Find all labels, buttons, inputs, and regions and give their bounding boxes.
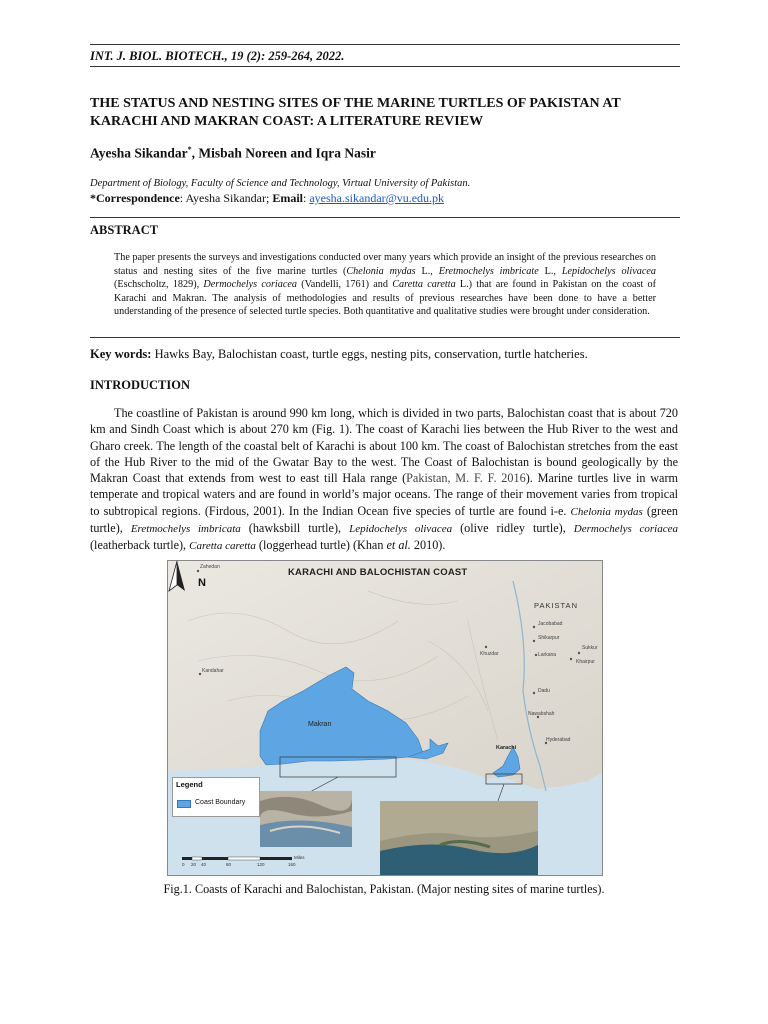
region-label-karachi: Karachi [496,745,517,751]
email-link[interactable]: ayesha.sikandar@vu.edu.pk [309,191,445,205]
abstract-text: The paper presents the surveys and investigations conducted over many years which provide an insight of the previous researches on status and nesting sites of the five marine turtles (Chelonia mydas L., Eretmochelys imbricate L., Lepidochelys olivacea (Eschscholtz, 1829), Dermochelys coriacea (Vandelli, 1761) and Caretta caretta L.) that are found in Pakistan on the coast of Karachi and Makran. The analysis of methodologies and results of previous researches have been done to have a better understanding of the presence of selected turtle species. Both quantitative and qualitative studies were brought under consideration. [114,252,656,318]
header-rule-bottom [90,66,680,67]
karachi-callout-line [498,784,504,801]
city-label: Larkana [538,652,557,658]
keywords [90,347,588,362]
paper-title: THE STATUS AND NESTING SITES OF THE MARINE TURTLES OF PAKISTAN AT KARACHI AND MAKRAN COAST: A LITERATURE REVIEW [90,96,621,129]
city-label: Shikarpur [538,635,560,641]
author-rest: , Misbah Noreen and Iqra Nasir [191,145,376,161]
city-label: Dadu [538,688,550,694]
city-label: Jacobabad [538,621,563,627]
map-legend [172,777,260,817]
legend-item-label: Coast Boundary [195,799,246,806]
correspondence-label: *Correspondence [90,191,180,205]
corresponding-mark: * [187,145,192,154]
inset-satellite-karachi [380,801,538,876]
keywords-label: Key words: [90,347,152,361]
keywords-text: Hawks Bay, Balochistan coast, turtle eggs, nesting pits, conservation, turtle hatcheries. [151,347,588,361]
introduction-paragraph: The coastline of Pakistan is around 990 km long, which is divided in two parts, Balochistan coast that is about 720 km and Sindh Coast which is about 270 km (Fig. 1). The coast of Karachi lies between the Hub River to the west and Gharo creek. The length of the coastal belt of Karachi is about 100 km. The coast of Balochistan stretches from the east of the Hub River to the mid of the Gwatar Bay to the west. The Coast of Balochistan is bound geologically by the Makran Coast that extends from west to east till Hala range (Pakistan, M. F. F. 2016). Marine turtles live in warm temperate and tropical waters and are found in world’s major oceans. The range of their movement varies from tropical to subtropical regions. (Firdous, 2001). In the Indian Ocean five species of turtle are found i-e. Chelonia mydas (green turtle), Eretmochelys imbricata (hawksbill turtle), Lepidochelys olivacea (olive ridley turtle), Dermochelys coriacea (leatherback turtle), Caretta caretta (loggerhead turtle) (Khan et al. 2010). [90,406,679,553]
abstract-heading: ABSTRACT [90,223,159,237]
region-label-makran: Makran [308,721,332,728]
introduction-heading: INTRODUCTION [90,378,191,392]
city-label: Zahedan [200,564,220,570]
abstract-rule-bottom [90,337,680,338]
inset-satellite-makran [260,791,352,847]
legend-title: Legend [176,780,203,789]
legend-swatch [177,800,191,808]
north-label: N [198,577,206,589]
scale-bar [182,857,292,860]
author-list [90,145,376,162]
city-label: Kandahar [202,668,224,674]
city-label: Sukkur [582,645,598,651]
correspondence-name: : Ayesha Sikandar; [179,191,273,205]
city-label: Hyderabad [546,737,571,743]
map-title: KARACHI AND BALOCHISTAN COAST [288,567,468,578]
email-separator: : [303,191,310,205]
city-label: Nawabshah [528,711,555,717]
journal-citation: INT. J. BIOL. BIOTECH., 19 (2): 259-264, 2022. [90,49,345,63]
abstract-rule-top [90,217,680,218]
figure-map: KARACHI AND BALOCHISTAN COAST N PAKISTAN Makran Karachi Zahedan Khuzdar Jacobabad Shikarpur Larkana Sukkur Khairpur Dadu Nawabshah Hyderabad Kandahar Legend Coast Boundary 0 20 40 80 120 160 Miles [167,560,603,876]
city-label: Khairpur [576,659,595,665]
figure-caption: Fig.1. Coasts of Karachi and Balochistan, Pakistan. (Major nesting sites of marine turtles). [163,882,605,896]
affiliation: Department of Biology, Faculty of Science and Technology, Virtual University of Pakistan. [90,178,471,189]
city-label: Khuzdar [480,651,499,657]
north-arrow-icon [168,561,186,593]
header-rule-top [90,44,680,45]
author-first: Ayesha Sikandar [90,145,188,161]
correspondence [90,191,444,206]
country-label: PAKISTAN [534,601,578,610]
email-label: Email [272,191,304,205]
